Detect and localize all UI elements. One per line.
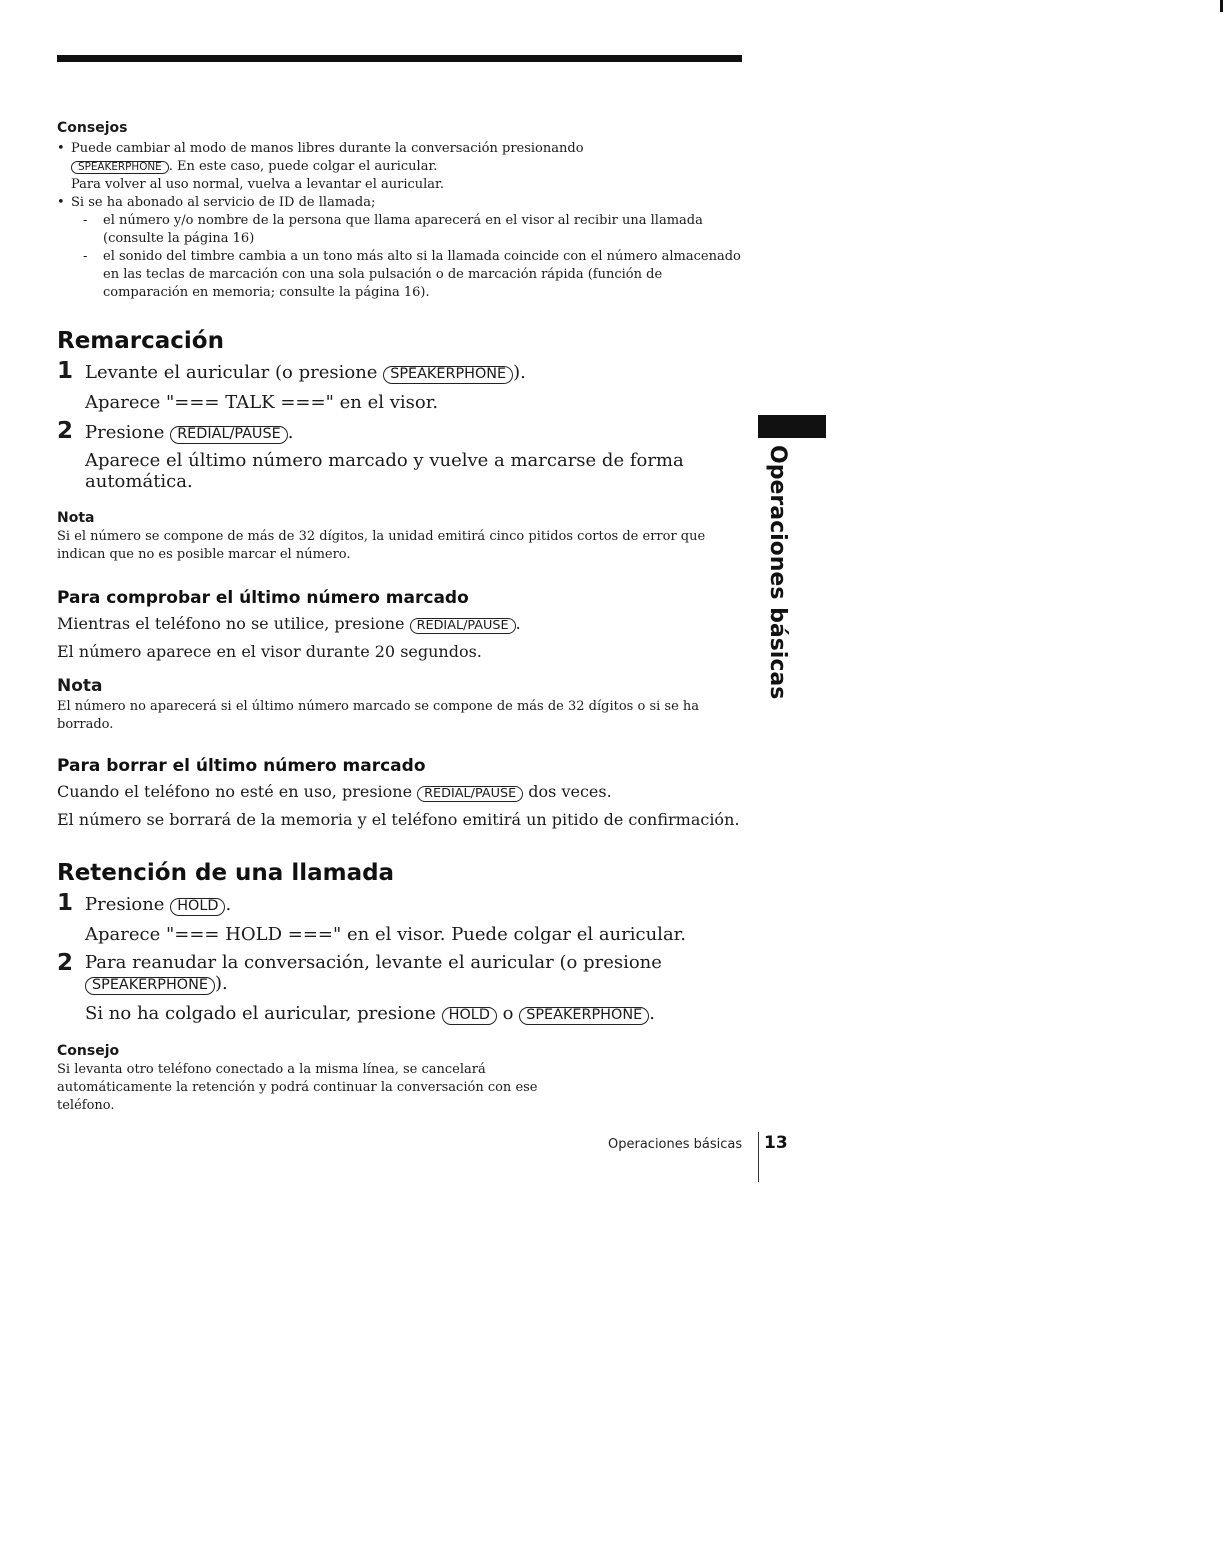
hold-tip-heading: Consejo [57,1042,120,1059]
step-number: 2 [57,418,74,444]
tip-text: Puede cambiar al modo de manos libres durante la conversación presionando [71,141,584,156]
body-text: Cuando el teléfono no esté en uso, presione [57,782,413,801]
step-text: Presione [85,422,165,443]
hold-step-1 [57,892,747,948]
hold-step-2 [57,952,747,1027]
body-text: Mientras el teléfono no se utilice, presione [57,614,405,633]
erase-last-section [57,754,747,834]
page-content [57,118,747,1115]
hold-title: Retención de una llamada [57,860,395,886]
check-last-note-heading: Nota [57,676,103,696]
body-text: El número aparece en el visor durante 20 segundos. [57,642,482,661]
hold-section [57,858,747,1115]
step-result: Aparece "=== HOLD ===" en el visor. Puede colgar el auricular. [85,924,687,945]
tip-subitem: - el sonido del timbre cambia a un tono más alto si la llamada coincide con el número almacenado en las teclas de marcación con una sola pulsación o de marcación rápida (función de comparación en memoria; consulte la página 16). [103,248,747,302]
tip-text: . En este caso, puede colgar el auricular. [168,159,438,174]
step-number: 1 [57,890,74,916]
footer-section-name: Operaciones básicas [608,1137,743,1152]
body-text: El número se borrará de la memoria y el teléfono emitirá un pitido de confirmación. [57,810,740,829]
step-number: 2 [57,950,74,976]
step-text: . [225,894,232,915]
hold-key: HOLD [442,1007,497,1025]
step-number: 1 [57,358,74,384]
step-text: Si no ha colgado el auricular, presione [85,1002,436,1024]
tips-list [57,140,747,302]
tips-section [57,118,747,302]
redial-step-2 [57,420,747,492]
redial-section [57,326,747,564]
redial-note-heading: Nota [57,510,95,526]
footer-divider [758,1132,759,1182]
step-result: Aparece el último número marcado y vuelve a marcarse de forma automática. [85,450,684,492]
side-section-label: Operaciones básicas [765,445,790,700]
tip-item [71,140,747,194]
speakerphone-key: SPEAKERPHONE [85,977,215,995]
tip-text: Si se ha abonado al servicio de ID de llamada; [71,195,376,210]
tip-item [71,194,747,302]
step-text: ). [214,973,228,994]
tip-sublist [71,212,747,302]
redial-title: Remarcación [57,328,224,354]
tip-text: Para volver al uso normal, vuelva a levantar el auricular. [71,177,444,192]
step-text: o [502,1002,514,1024]
edge-mark [1220,0,1223,12]
speakerphone-key: SPEAKERPHONE [519,1007,649,1025]
top-rule [57,55,742,62]
speakerphone-key: SPEAKERPHONE [71,161,169,174]
step-text: Presione [85,894,165,915]
body-text: . [515,614,521,633]
check-last-title: Para comprobar el último número marcado [57,588,469,608]
body-text: dos veces. [528,782,612,801]
check-last-note-text: El número no aparecerá si el último número marcado se compone de más de 32 dígitos o si se ha borrado. [57,699,700,732]
section-tab [758,415,826,438]
redial-step-1 [57,360,747,416]
page-number: 13 [764,1133,788,1153]
step-text: . [287,422,294,443]
step-text: Levante el auricular (o presione [85,362,378,383]
tip-subitem: - el número y/o nombre de la persona que llama aparecerá en el visor al recibir una llamada (consulte la página 16) [103,212,747,248]
check-last-section [57,586,747,734]
step-text: . [649,1002,655,1024]
speakerphone-key: SPEAKERPHONE [383,366,513,384]
redial-pause-key: REDIAL/PAUSE [417,786,523,802]
step-text: Para reanudar la conversación, levante el auricular (o presione [85,952,662,973]
hold-tip-text: Si levanta otro teléfono conectado a la misma línea, se cancelará automáticamente la retención y podrá continuar la conversación con ese teléfono. [57,1061,538,1113]
redial-pause-key: REDIAL/PAUSE [410,618,516,634]
tips-heading: Consejos [57,120,128,136]
erase-last-title: Para borrar el último número marcado [57,756,426,776]
step-result: Aparece "=== TALK ===" en el visor. [85,392,439,413]
redial-pause-key: REDIAL/PAUSE [170,426,288,444]
hold-key: HOLD [170,898,225,916]
redial-note-text: Si el número se compone de más de 32 dígitos, la unidad emitirá cinco pitidos cortos de error que indican que no es posible marcar el número. [57,529,706,562]
step-text: ). [513,362,526,383]
